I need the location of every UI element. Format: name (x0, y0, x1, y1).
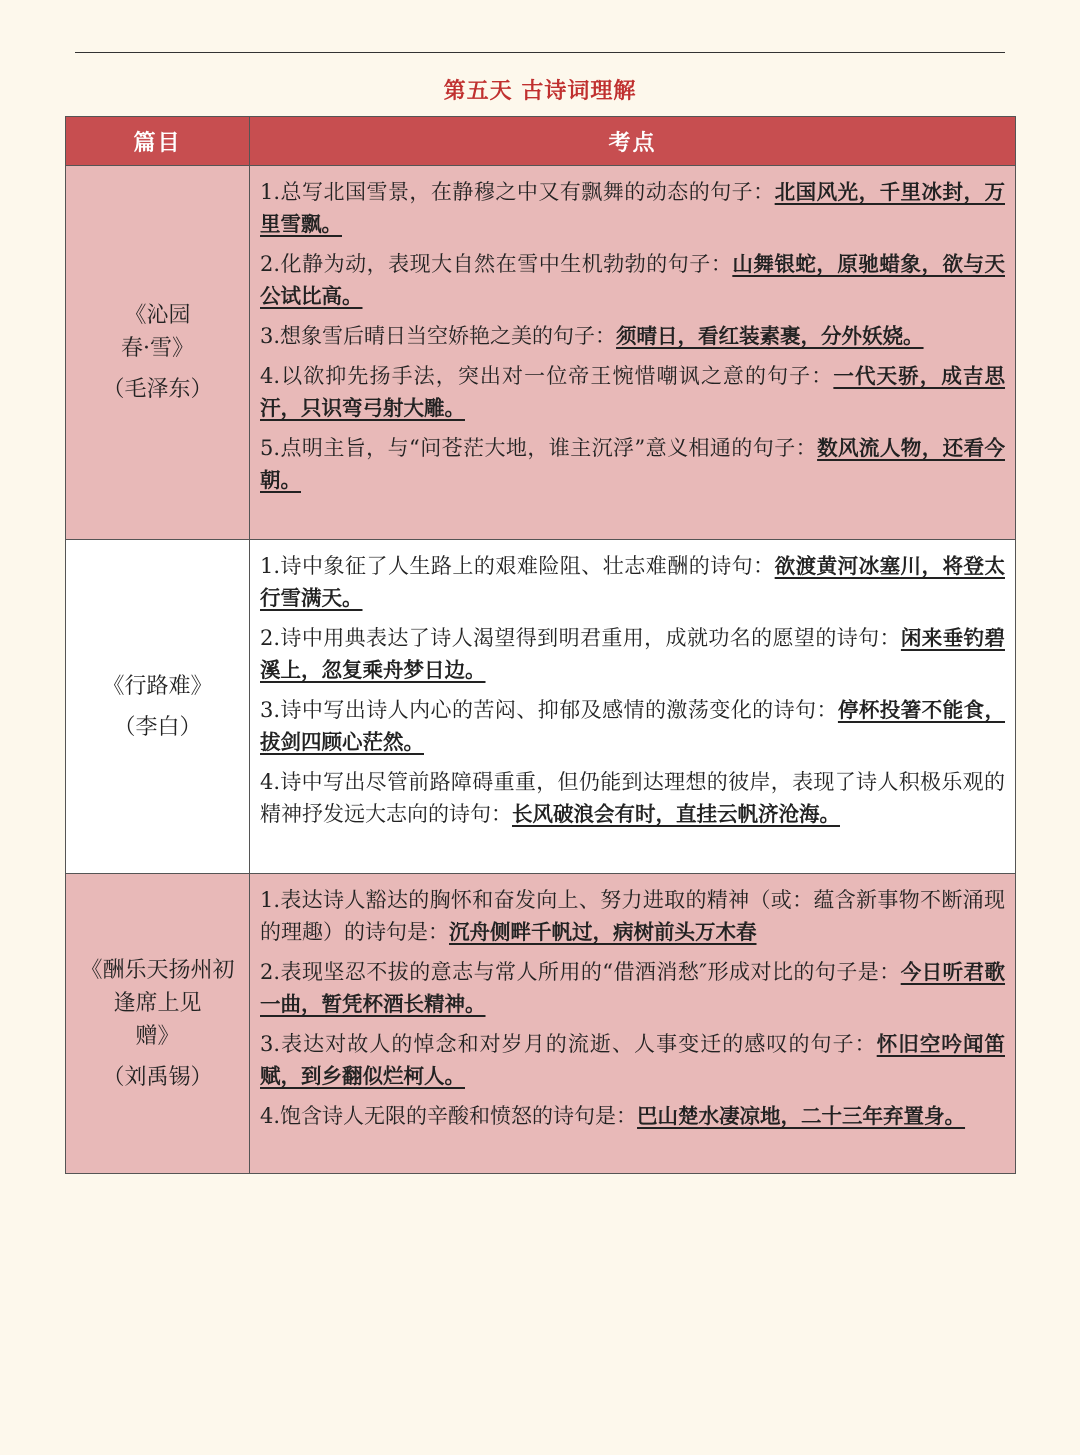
exam-point (260, 1100, 1005, 1132)
work-name-line: 春·雪》 (121, 336, 194, 361)
point-answer: 一代天骄，成吉思汗，只识弯弓射大雕。 (260, 364, 1006, 420)
point-answer: 须晴日，看红装素裹，分外妖娆。 (616, 324, 924, 348)
header-col-points: 考点 (250, 117, 1016, 166)
point-answer: 北国风光，千里冰封，万里雪飘。 (260, 180, 1005, 236)
point-answer: 怀旧空吟闻笛赋，到乡翻似烂柯人。 (260, 1032, 1005, 1088)
point-question: 1.诗中象征了人生路上的艰难险阻、壮志难酬的诗句： (260, 554, 775, 578)
exam-point (260, 766, 1005, 830)
exam-point (260, 694, 1005, 758)
exam-point (260, 622, 1005, 686)
point-answer: 数风流人物，还看今朝。 (260, 436, 1006, 492)
point-question: 1.表达诗人豁达的胸怀和奋发向上、努力进取的精神（或：蕴含新事物不断涌现的理趣）的诗句是： (260, 888, 1005, 944)
table-row (66, 540, 1016, 874)
point-answer: 欲渡黄河冰塞川，将登太行雪满天。 (260, 554, 1005, 610)
exam-point (260, 176, 1005, 240)
work-title-cell (66, 540, 250, 874)
exam-point (260, 1028, 1005, 1092)
point-answer: 长风破浪会有时，直挂云帆济沧海。 (512, 802, 840, 826)
work-title-cell (66, 166, 250, 540)
exam-point (260, 884, 1005, 948)
point-question: 2.诗中用典表达了诗人渴望得到明君重用，成就功名的愿望的诗句： (260, 626, 901, 650)
point-answer: 今日听君歌一曲，暂凭杯酒长精神。 (260, 960, 1006, 1016)
point-question: 2.化静为动，表现大自然在雪中生机勃勃的句子： (260, 252, 733, 276)
point-answer: 山舞银蛇，原驰蜡象，欲与天公试比高。 (260, 252, 1005, 308)
points-cell (250, 166, 1016, 540)
point-answer: 巴山楚水凄凉地，二十三年弃置身。 (637, 1104, 966, 1128)
table-header-row (66, 117, 1016, 166)
work-name-line: 《沁园 (124, 303, 191, 328)
exam-point (260, 248, 1005, 312)
work-name-line: 《行路难》 (102, 673, 213, 699)
point-question: 4.饱含诗人无限的辛酸和愤怒的诗句是： (260, 1104, 638, 1128)
poem-table (65, 116, 1016, 1174)
work-name-line: 赠》 (135, 1023, 180, 1049)
header-col-work: 篇目 (66, 117, 250, 166)
point-question: 2.表现坚忍不拔的意志与常人所用的“借酒消愁″形成对比的句子是： (260, 960, 901, 984)
point-question: 4.诗中写出尽管前路障碍重重，但仍能到达理想的彼岸，表现了诗人积极乐观的精神抒发远大志向的诗句： (260, 770, 1005, 826)
page-title: 第五天 古诗词理解 (443, 79, 637, 104)
top-rule (75, 52, 1005, 53)
point-answer: 闲来垂钓碧溪上，忽复乘舟梦日边。 (260, 626, 1005, 682)
table-row (66, 166, 1016, 540)
exam-point (260, 956, 1005, 1020)
point-question: 3.想象雪后晴日当空娇艳之美的句子： (260, 324, 617, 348)
author: （毛泽东） (102, 377, 213, 402)
author: （刘禹锡） (102, 1064, 213, 1090)
point-question: 3.表达对故人的悼念和对岁月的流逝、人事变迁的感叹的句子： (260, 1032, 877, 1056)
exam-point (260, 550, 1005, 614)
point-answer: 停杯投箸不能食，拔剑四顾心茫然。 (260, 698, 1006, 754)
work-title-cell (66, 874, 250, 1174)
point-question: 3.诗中写出诗人内心的苦闷、抑郁及感情的激荡变化的诗句： (260, 698, 838, 722)
point-question: 5.点明主旨，与“问苍茫大地，谁主沉浮”意义相通的句子： (260, 436, 818, 460)
exam-point (260, 432, 1005, 496)
table-row (66, 874, 1016, 1174)
point-question: 4.以欲抑先扬手法，突出对一位帝王惋惜嘲讽之意的句子： (260, 364, 834, 388)
work-name-line: 《酬乐天扬州初逢席上见 (80, 957, 235, 1016)
points-cell (250, 874, 1016, 1174)
author: （李白） (113, 714, 202, 740)
exam-point (260, 360, 1005, 424)
points-cell (250, 540, 1016, 874)
exam-point (260, 320, 1005, 352)
point-question: 1.总写北国雪景，在静穆之中又有飘舞的动态的句子： (260, 180, 775, 204)
point-answer: 沉舟侧畔千帆过，病树前头万木春 (449, 920, 757, 944)
